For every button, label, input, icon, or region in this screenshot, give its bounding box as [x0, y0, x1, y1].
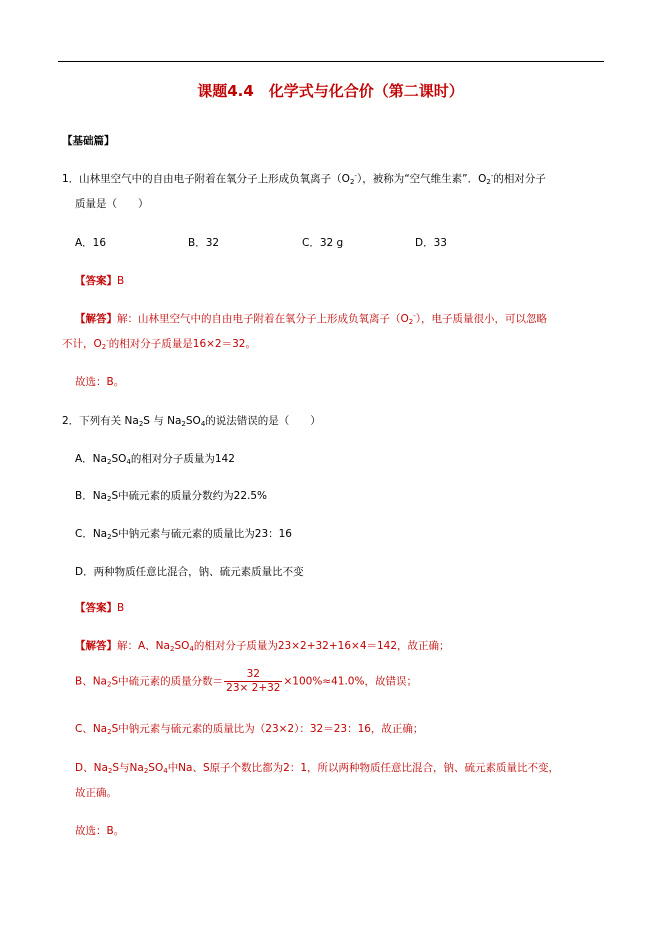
- q1-choice: 故选：B。: [75, 376, 125, 388]
- q2-option-c: C．$Na_2S$中钠元素与硫元素的质量比为23：16: [75, 528, 292, 541]
- q2-answer: 【答案】B: [75, 602, 125, 614]
- q1-stem-line2: 质量是（ ）: [75, 198, 149, 210]
- q1-option-b: B．32: [188, 237, 220, 249]
- q1-explanation-line2: 不计，$O_2^-$的相对分子质量是16×2＝32。: [62, 337, 256, 351]
- q2-explanation-c: C、$Na_2S$中钠元素与硫元素的质量比为（23×2）：32＝23：16，故正确；: [75, 723, 424, 736]
- q2-explanation-b: B、$Na_2S$中硫元素的质量分数＝ $\frac{32}{23\times 2+32}$ ×100%≈41.0%，故错误；: [75, 668, 417, 694]
- section-label: 【基础篇】: [62, 135, 115, 147]
- q2-choice: 故选：B。: [75, 825, 125, 837]
- q1-option-d: D．33: [415, 237, 447, 249]
- q2-option-b: B．$Na_2S$中硫元素的质量分数约为22.5%: [75, 490, 267, 503]
- q2-explanation-d-line1: D、$Na_2S$与$Na_2SO_4$中Na、S原子个数比都为2：1，所以两种物质任意比混合，钠、硫元素质量比不变，: [75, 762, 560, 775]
- q2-explanation-d-line2: 故正确。: [75, 787, 117, 799]
- q1-explanation-line1: 【解答】解：山林里空气中的自由电子附着在氧分子上形成负氧离子$(O_2^-)$，电子质量很小，可以忽略: [75, 312, 548, 326]
- q2-stem: 2．下列有关 $Na_2S$ 与 $Na_2SO_4$的说法错误的是（ ）: [62, 415, 321, 428]
- q1-option-c: C．32 g: [302, 237, 344, 249]
- q1-stem-line1: 1．山林里空气中的自由电子附着在氧分子上形成负氧离子$(O_2^-)$，被称为“空气维生素”．$O_2^-$的相对分子: [62, 172, 546, 186]
- q1-option-a: A．16: [75, 237, 107, 249]
- q2-explanation-a: 【解答】解：A、$Na_2SO_4$的相对分子质量为23×2+32+16×4＝142，故正确；: [75, 640, 450, 653]
- q1-answer: 【答案】B: [75, 275, 125, 287]
- mass-fraction: $\frac{32}{23\times 2+32}$: [226, 668, 281, 694]
- header-rule: [58, 61, 604, 62]
- page-title: 课题4.4 化学式与化合价（第二课时）: [197, 82, 464, 100]
- q2-option-a: A．$Na_2SO_4$的相对分子质量为142: [75, 453, 235, 466]
- q2-option-d: D．两种物质任意比混合，钠、硫元素质量比不变: [75, 566, 304, 578]
